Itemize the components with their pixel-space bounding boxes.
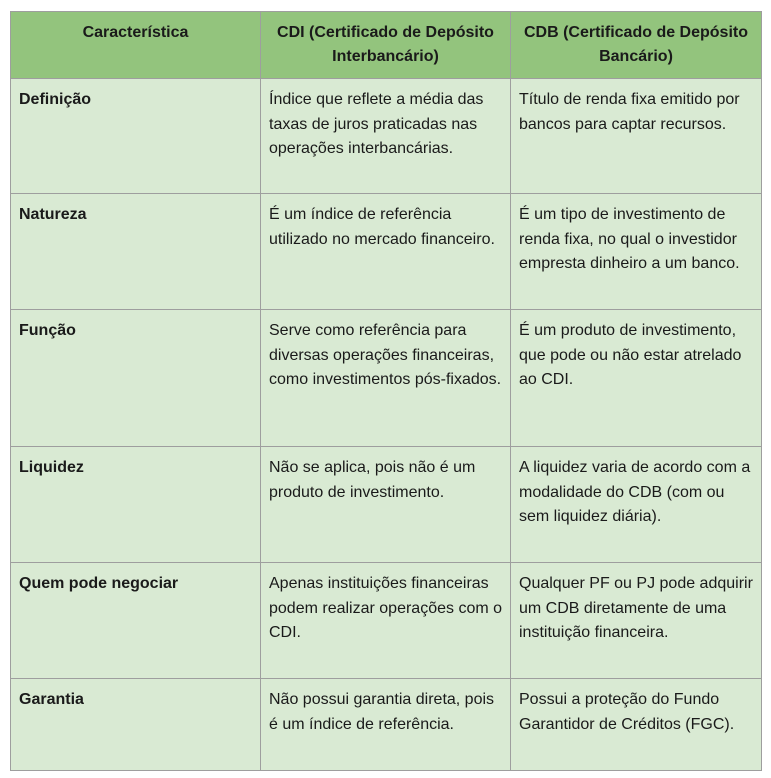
cdb-cell: Possui a proteção do Fundo Garantidor de Créditos (FGC). xyxy=(511,679,762,771)
cdi-cell: Índice que reflete a média das taxas de juros praticadas nas operações interbancárias. xyxy=(261,79,511,194)
row-label: Quem pode negociar xyxy=(11,563,261,679)
row-label: Definição xyxy=(11,79,261,194)
table-row xyxy=(11,310,762,447)
cdi-cell: Não se aplica, pois não é um produto de investimento. xyxy=(261,447,511,563)
cdb-cell: É um tipo de investimento de renda fixa, no qual o investidor empresta dinheiro a um banco. xyxy=(511,194,762,310)
row-label: Função xyxy=(11,310,261,447)
table-header-row xyxy=(11,12,762,79)
cdb-cell: Título de renda fixa emitido por bancos para captar recursos. xyxy=(511,79,762,194)
table-row xyxy=(11,679,762,771)
row-label: Natureza xyxy=(11,194,261,310)
cdb-cell: Qualquer PF ou PJ pode adquirir um CDB diretamente de uma instituição financeira. xyxy=(511,563,762,679)
table-row xyxy=(11,447,762,563)
cdi-cell: Apenas instituições financeiras podem realizar operações com o CDI. xyxy=(261,563,511,679)
cdi-cell: É um índice de referência utilizado no mercado financeiro. xyxy=(261,194,511,310)
table-row xyxy=(11,563,762,679)
table-row xyxy=(11,79,762,194)
comparison-table-container xyxy=(10,11,762,771)
table-row xyxy=(11,194,762,310)
row-label: Liquidez xyxy=(11,447,261,563)
header-cdi: CDI (Certificado de Depósito Interbancário) xyxy=(261,12,511,79)
header-caracteristica: Característica xyxy=(11,12,261,79)
cdi-cell: Serve como referência para diversas operações financeiras, como investimentos pós-fixados. xyxy=(261,310,511,447)
row-label: Garantia xyxy=(11,679,261,771)
cdb-cell: A liquidez varia de acordo com a modalidade do CDB (com ou sem liquidez diária). xyxy=(511,447,762,563)
header-cdb: CDB (Certificado de Depósito Bancário) xyxy=(511,12,762,79)
comparison-table xyxy=(10,11,762,771)
cdi-cell: Não possui garantia direta, pois é um índice de referência. xyxy=(261,679,511,771)
cdb-cell: É um produto de investimento, que pode ou não estar atrelado ao CDI. xyxy=(511,310,762,447)
